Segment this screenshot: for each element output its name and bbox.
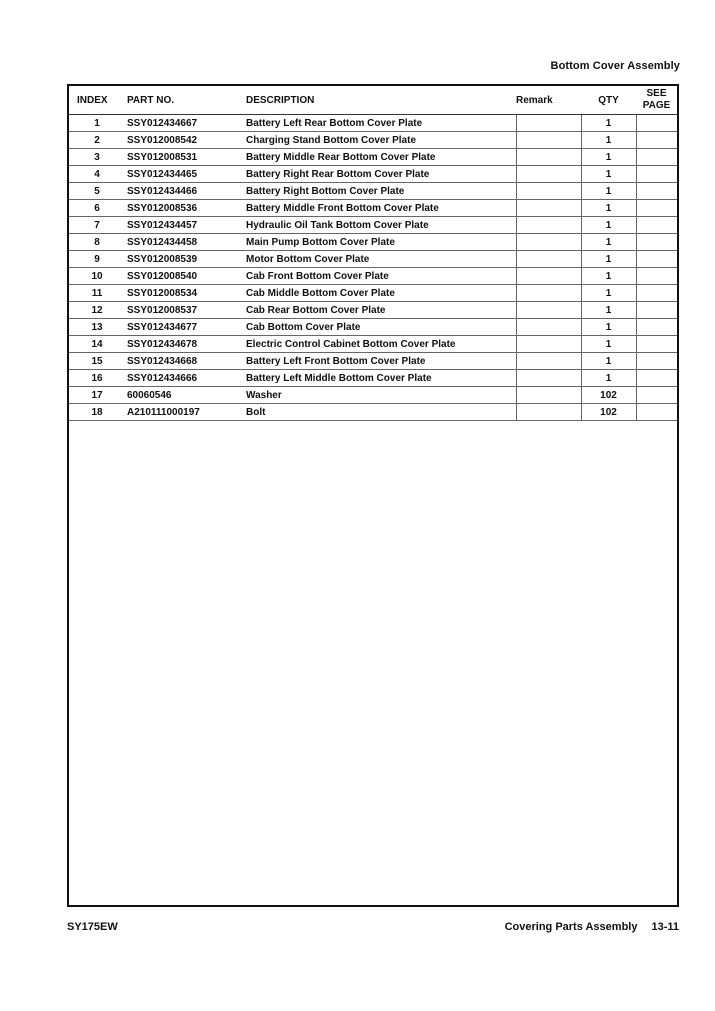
table-row bbox=[69, 149, 677, 166]
cell-part-no: SSY012434457 bbox=[125, 217, 246, 234]
cell-index: 15 bbox=[69, 353, 125, 370]
cell-part-no: SSY012008542 bbox=[125, 132, 246, 149]
cell-qty: 1 bbox=[581, 370, 636, 387]
cell-part-no: SSY012008534 bbox=[125, 285, 246, 302]
cell-see-page bbox=[636, 302, 677, 319]
table-row bbox=[69, 268, 677, 285]
see-page-line2: PAGE bbox=[642, 100, 671, 111]
table-row bbox=[69, 115, 677, 132]
cell-index: 3 bbox=[69, 149, 125, 166]
cell-qty: 1 bbox=[581, 285, 636, 302]
cell-see-page bbox=[636, 336, 677, 353]
cell-description: Cab Middle Bottom Cover Plate bbox=[246, 285, 516, 302]
footer-model: SY175EW bbox=[67, 921, 118, 933]
table-row bbox=[69, 234, 677, 251]
cell-index: 2 bbox=[69, 132, 125, 149]
table-row bbox=[69, 132, 677, 149]
column-header-index: INDEX bbox=[69, 86, 125, 115]
cell-qty: 1 bbox=[581, 302, 636, 319]
cell-part-no: SSY012434678 bbox=[125, 336, 246, 353]
cell-remark bbox=[516, 353, 581, 370]
cell-remark bbox=[516, 251, 581, 268]
column-header-see-page bbox=[636, 86, 677, 115]
cell-remark bbox=[516, 183, 581, 200]
cell-description: Battery Left Rear Bottom Cover Plate bbox=[246, 115, 516, 132]
cell-index: 4 bbox=[69, 166, 125, 183]
cell-description: Bolt bbox=[246, 404, 516, 421]
cell-remark bbox=[516, 132, 581, 149]
cell-remark bbox=[516, 149, 581, 166]
cell-description: Motor Bottom Cover Plate bbox=[246, 251, 516, 268]
cell-index: 7 bbox=[69, 217, 125, 234]
table-row bbox=[69, 251, 677, 268]
cell-remark bbox=[516, 217, 581, 234]
cell-index: 8 bbox=[69, 234, 125, 251]
cell-see-page bbox=[636, 319, 677, 336]
cell-remark bbox=[516, 268, 581, 285]
cell-index: 5 bbox=[69, 183, 125, 200]
cell-qty: 1 bbox=[581, 268, 636, 285]
cell-qty: 1 bbox=[581, 200, 636, 217]
cell-remark bbox=[516, 336, 581, 353]
table-row bbox=[69, 200, 677, 217]
cell-see-page bbox=[636, 200, 677, 217]
cell-see-page bbox=[636, 234, 677, 251]
cell-index: 14 bbox=[69, 336, 125, 353]
cell-part-no: SSY012434465 bbox=[125, 166, 246, 183]
parts-table bbox=[69, 86, 677, 421]
cell-description: Washer bbox=[246, 387, 516, 404]
cell-see-page bbox=[636, 217, 677, 234]
cell-remark bbox=[516, 166, 581, 183]
cell-see-page bbox=[636, 166, 677, 183]
cell-qty: 102 bbox=[581, 387, 636, 404]
parts-table-frame bbox=[67, 84, 679, 907]
cell-see-page bbox=[636, 285, 677, 302]
cell-description: Cab Rear Bottom Cover Plate bbox=[246, 302, 516, 319]
column-header-remark: Remark bbox=[516, 86, 581, 115]
footer-right bbox=[505, 921, 679, 933]
cell-see-page bbox=[636, 115, 677, 132]
cell-see-page bbox=[636, 404, 677, 421]
cell-index: 11 bbox=[69, 285, 125, 302]
cell-part-no: SSY012434666 bbox=[125, 370, 246, 387]
table-row bbox=[69, 285, 677, 302]
cell-part-no: SSY012008537 bbox=[125, 302, 246, 319]
cell-qty: 1 bbox=[581, 234, 636, 251]
cell-description: Battery Middle Rear Bottom Cover Plate bbox=[246, 149, 516, 166]
cell-part-no: SSY012008539 bbox=[125, 251, 246, 268]
footer-page-number: 13-11 bbox=[651, 921, 679, 933]
cell-index: 12 bbox=[69, 302, 125, 319]
cell-part-no: SSY012008531 bbox=[125, 149, 246, 166]
table-row bbox=[69, 302, 677, 319]
cell-qty: 1 bbox=[581, 251, 636, 268]
cell-qty: 1 bbox=[581, 115, 636, 132]
table-row bbox=[69, 166, 677, 183]
parts-table-header bbox=[69, 86, 677, 115]
cell-qty: 102 bbox=[581, 404, 636, 421]
cell-see-page bbox=[636, 353, 677, 370]
cell-description: Battery Left Front Bottom Cover Plate bbox=[246, 353, 516, 370]
cell-index: 10 bbox=[69, 268, 125, 285]
table-row bbox=[69, 404, 677, 421]
footer-section: Covering Parts Assembly bbox=[504, 921, 638, 933]
cell-remark bbox=[516, 387, 581, 404]
cell-description: Battery Right Bottom Cover Plate bbox=[246, 183, 516, 200]
cell-description: Hydraulic Oil Tank Bottom Cover Plate bbox=[246, 217, 516, 234]
table-row bbox=[69, 183, 677, 200]
cell-index: 18 bbox=[69, 404, 125, 421]
cell-description: Battery Left Middle Bottom Cover Plate bbox=[246, 370, 516, 387]
see-page-line1: SEE bbox=[646, 88, 667, 99]
cell-index: 13 bbox=[69, 319, 125, 336]
table-row bbox=[69, 387, 677, 404]
cell-description: Electric Control Cabinet Bottom Cover Plate bbox=[246, 336, 516, 353]
page-header-title: Bottom Cover Assembly bbox=[550, 60, 680, 72]
table-row bbox=[69, 353, 677, 370]
cell-remark bbox=[516, 319, 581, 336]
cell-remark bbox=[516, 200, 581, 217]
cell-see-page bbox=[636, 387, 677, 404]
cell-qty: 1 bbox=[581, 183, 636, 200]
column-header-qty: QTY bbox=[581, 86, 636, 115]
cell-part-no: SSY012434458 bbox=[125, 234, 246, 251]
cell-part-no: 60060546 bbox=[125, 387, 246, 404]
cell-remark bbox=[516, 370, 581, 387]
cell-remark bbox=[516, 234, 581, 251]
cell-qty: 1 bbox=[581, 132, 636, 149]
cell-see-page bbox=[636, 132, 677, 149]
cell-description: Battery Middle Front Bottom Cover Plate bbox=[246, 200, 516, 217]
cell-see-page bbox=[636, 251, 677, 268]
cell-see-page bbox=[636, 370, 677, 387]
cell-remark bbox=[516, 285, 581, 302]
cell-remark bbox=[516, 404, 581, 421]
cell-description: Main Pump Bottom Cover Plate bbox=[246, 234, 516, 251]
cell-part-no: SSY012434667 bbox=[125, 115, 246, 132]
cell-see-page bbox=[636, 183, 677, 200]
cell-part-no: SSY012434668 bbox=[125, 353, 246, 370]
cell-description: Charging Stand Bottom Cover Plate bbox=[246, 132, 516, 149]
cell-part-no: SSY012434677 bbox=[125, 319, 246, 336]
cell-qty: 1 bbox=[581, 353, 636, 370]
cell-qty: 1 bbox=[581, 319, 636, 336]
cell-index: 17 bbox=[69, 387, 125, 404]
cell-remark bbox=[516, 115, 581, 132]
cell-remark bbox=[516, 302, 581, 319]
table-row bbox=[69, 217, 677, 234]
cell-description: Battery Right Rear Bottom Cover Plate bbox=[246, 166, 516, 183]
cell-index: 9 bbox=[69, 251, 125, 268]
table-row bbox=[69, 370, 677, 387]
cell-see-page bbox=[636, 149, 677, 166]
table-row bbox=[69, 319, 677, 336]
column-header-part-no: PART NO. bbox=[125, 86, 246, 115]
cell-index: 6 bbox=[69, 200, 125, 217]
parts-table-body bbox=[69, 115, 677, 421]
cell-index: 16 bbox=[69, 370, 125, 387]
cell-part-no: SSY012008536 bbox=[125, 200, 246, 217]
header-row bbox=[69, 86, 677, 115]
cell-index: 1 bbox=[69, 115, 125, 132]
cell-part-no: A210111000197 bbox=[125, 404, 246, 421]
cell-qty: 1 bbox=[581, 166, 636, 183]
cell-part-no: SSY012434466 bbox=[125, 183, 246, 200]
cell-see-page bbox=[636, 268, 677, 285]
cell-description: Cab Front Bottom Cover Plate bbox=[246, 268, 516, 285]
cell-description: Cab Bottom Cover Plate bbox=[246, 319, 516, 336]
table-row bbox=[69, 336, 677, 353]
cell-qty: 1 bbox=[581, 217, 636, 234]
column-header-description: DESCRIPTION bbox=[246, 86, 516, 115]
cell-qty: 1 bbox=[581, 336, 636, 353]
cell-part-no: SSY012008540 bbox=[125, 268, 246, 285]
cell-qty: 1 bbox=[581, 149, 636, 166]
